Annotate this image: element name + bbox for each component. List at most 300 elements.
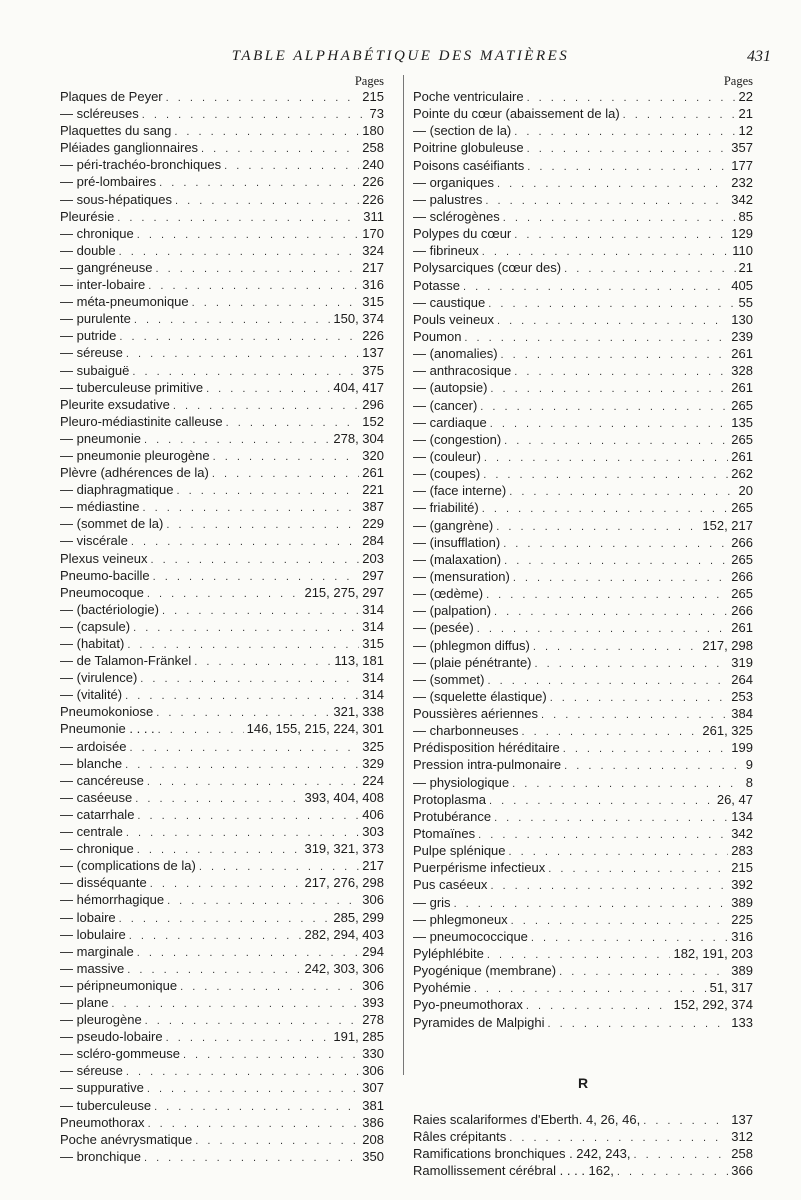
entry-term: — hémorrhagique	[60, 892, 165, 908]
entry-pages: 232	[731, 174, 753, 190]
entry-term: Pleurésie	[60, 208, 115, 224]
dot-leader	[199, 859, 359, 874]
entry-term: — caséeuse	[60, 789, 133, 805]
entry-pages: 177	[731, 157, 753, 173]
entry-pages: 366	[731, 1163, 753, 1179]
index-entry	[413, 465, 753, 482]
entry-pages: 330	[362, 1046, 384, 1062]
entry-term: Pléiades ganglionnaires	[60, 140, 199, 156]
index-entry	[60, 789, 384, 806]
index-entry	[60, 840, 384, 857]
index-entry	[60, 156, 384, 173]
entry-pages: 320	[362, 447, 384, 463]
entry-term: Pneumonie . . . .	[60, 721, 155, 737]
entry-pages: 266	[731, 603, 753, 619]
dot-leader	[514, 227, 728, 242]
entry-pages: 113, 181	[334, 653, 384, 669]
dot-leader	[484, 450, 728, 465]
dot-leader	[129, 740, 359, 755]
index-entry	[60, 276, 384, 293]
index-entry	[60, 584, 384, 601]
entry-term: — (gangrène)	[413, 517, 494, 533]
entry-term: — gangréneuse	[60, 259, 153, 275]
index-entry	[413, 722, 753, 739]
index-entry	[60, 857, 384, 874]
index-entry	[60, 208, 384, 225]
entry-pages: 342	[731, 191, 753, 207]
index-entry	[413, 277, 753, 294]
entry-pages: 261	[731, 346, 753, 362]
index-entry	[413, 294, 753, 311]
entry-term: — bronchique	[60, 1148, 141, 1164]
dot-leader	[563, 741, 729, 756]
index-entry	[413, 208, 753, 225]
entry-pages: 392	[731, 877, 753, 893]
entry-pages: 8	[745, 774, 753, 790]
entry-pages: 389	[731, 963, 753, 979]
index-entry	[413, 739, 753, 756]
entry-pages: 240	[362, 157, 384, 173]
index-entry	[60, 379, 384, 396]
index-entry	[413, 431, 753, 448]
index-entry	[60, 105, 384, 122]
entry-term: Potasse	[413, 277, 460, 293]
dot-leader	[490, 381, 728, 396]
dot-leader	[153, 569, 360, 584]
index-entry	[60, 567, 384, 584]
entry-pages: 26, 47	[716, 791, 753, 807]
index-entry	[60, 738, 384, 755]
dot-leader	[119, 244, 360, 259]
entry-pages: 217	[362, 858, 384, 874]
entry-pages: 199	[731, 740, 753, 756]
entry-term: — sclérogènes	[413, 208, 500, 224]
index-entry	[60, 191, 384, 208]
entry-pages: 375	[362, 362, 384, 378]
index-column-left	[60, 75, 384, 1165]
entry-term: — sous-hépatiques	[60, 191, 173, 207]
entry-term: Plaques de Peyer	[60, 89, 163, 104]
entry-term: — catarrhale	[60, 806, 135, 822]
index-entry	[60, 430, 384, 447]
dot-leader	[144, 1150, 359, 1165]
dot-leader	[482, 244, 730, 259]
entry-term: — séreuse	[60, 345, 123, 361]
entry-term: — gris	[413, 894, 451, 910]
dot-leader	[166, 90, 360, 105]
entry-pages: 217	[362, 259, 384, 275]
index-entry	[60, 293, 384, 310]
entry-pages: 258	[731, 1146, 753, 1162]
entry-term: — purulente	[60, 311, 131, 327]
entry-pages: 319	[731, 654, 753, 670]
entry-term: Poisons caséifiants	[413, 157, 525, 173]
entry-term: Pointe du cœur (abaissement de la)	[413, 106, 620, 122]
dot-leader	[158, 722, 244, 737]
dot-leader	[173, 398, 359, 413]
entry-pages: 278	[362, 1012, 384, 1028]
dot-leader	[474, 981, 707, 996]
entry-pages: 404, 417	[333, 379, 384, 395]
entry-pages: 319, 321, 373	[304, 841, 384, 857]
entry-pages: 191, 285	[333, 1029, 384, 1045]
dot-leader	[133, 620, 359, 635]
entry-term: — putride	[60, 328, 117, 344]
entry-term: Ramollissement cérébral . . . . 162,	[413, 1163, 614, 1179]
entry-term: Pleuro-médiastinite calleuse	[60, 413, 223, 429]
entry-pages: 226	[362, 191, 384, 207]
index-entry	[413, 1128, 753, 1145]
entry-term: Protoplasma	[413, 791, 486, 807]
dot-leader	[485, 193, 728, 208]
index-entry	[413, 1162, 753, 1179]
entry-pages: 137	[731, 1111, 753, 1127]
dot-leader	[145, 1013, 360, 1028]
entry-term: — chronique	[60, 841, 134, 857]
dot-leader	[494, 604, 728, 619]
entry-pages: 203	[362, 550, 384, 566]
entry-pages: 387	[362, 499, 384, 515]
index-entry	[60, 1062, 384, 1079]
entry-term: — cancéreuse	[60, 772, 144, 788]
entry-term: — (pesée)	[413, 620, 474, 636]
dot-leader	[150, 552, 359, 567]
entry-term: — pré-lombaires	[60, 174, 157, 190]
entry-term: — disséquante	[60, 875, 147, 891]
header-title: TABLE ALPHABÉTIQUE DES MATIÈRES	[231, 48, 570, 64]
dot-leader	[137, 842, 302, 857]
entry-pages: 51, 317	[709, 980, 753, 996]
index-entry	[60, 122, 384, 139]
dot-leader	[526, 998, 671, 1013]
dot-leader	[497, 176, 728, 191]
entry-term: Pulpe splénique	[413, 843, 506, 859]
dot-leader	[180, 979, 359, 994]
index-entry	[60, 447, 384, 464]
dot-leader	[480, 399, 728, 414]
entry-term: — (autopsie)	[413, 380, 488, 396]
index-entry	[60, 1011, 384, 1028]
dot-leader	[167, 893, 359, 908]
entry-pages: 311	[363, 208, 384, 224]
dot-leader	[176, 483, 359, 498]
entry-term: — chronique	[60, 225, 134, 241]
entry-pages: 285, 299	[333, 909, 384, 925]
dot-leader	[535, 656, 729, 671]
dot-leader	[559, 964, 728, 979]
index-entry	[413, 962, 753, 979]
index-entry	[413, 242, 753, 259]
index-entry	[60, 242, 384, 259]
dot-leader	[488, 673, 729, 688]
entry-pages: 22	[738, 89, 753, 104]
index-entry	[60, 1148, 384, 1165]
entry-term: Plexus veineux	[60, 550, 148, 566]
page-number: 431	[747, 48, 771, 65]
entry-term: — (cancer)	[413, 397, 478, 413]
entry-pages: 221	[362, 482, 384, 498]
entry-term: Pneumo-bacille	[60, 567, 150, 583]
index-entry	[60, 259, 384, 276]
dot-leader	[488, 296, 735, 311]
entry-pages: 152, 292, 374	[673, 997, 753, 1013]
index-entry	[413, 808, 753, 825]
entry-term: — (virulence)	[60, 670, 138, 686]
index-entry	[413, 1145, 753, 1162]
dot-leader	[550, 690, 729, 705]
entry-pages: 208	[362, 1131, 384, 1147]
index-entry	[413, 825, 753, 842]
entry-pages: 265	[731, 397, 753, 413]
dot-leader	[501, 347, 729, 362]
entry-pages: 152	[362, 413, 384, 429]
entry-pages: 226	[362, 328, 384, 344]
entry-pages: 85	[738, 208, 753, 224]
dot-leader	[119, 911, 331, 926]
index-entry	[60, 652, 384, 669]
entry-pages: 266	[731, 568, 753, 584]
entry-term: — (mensuration)	[413, 568, 510, 584]
entry-term: Pneumocoque	[60, 584, 144, 600]
dot-leader	[111, 996, 359, 1011]
running-header	[0, 48, 801, 70]
dot-leader	[224, 158, 359, 173]
entry-term: — (anomalies)	[413, 346, 498, 362]
entry-term: — suppurative	[60, 1080, 144, 1096]
index-entry	[60, 310, 384, 327]
dot-leader	[135, 791, 301, 806]
entry-term: — cardiaque	[413, 414, 487, 430]
dot-leader	[513, 570, 728, 585]
entry-term: Pouls veineux	[413, 311, 494, 327]
dot-leader	[150, 876, 302, 891]
dot-leader	[487, 947, 671, 962]
index-entry	[60, 755, 384, 772]
index-entry	[60, 686, 384, 703]
index-entry	[60, 362, 384, 379]
entry-pages: 316	[362, 277, 384, 293]
entry-term: — (malaxation)	[413, 551, 502, 567]
entry-pages: 55	[738, 294, 753, 310]
index-entry	[413, 1014, 753, 1031]
entry-term: Pleurite exsudative	[60, 396, 170, 412]
entry-pages: 182, 191, 203	[673, 946, 753, 962]
dot-leader	[147, 1081, 359, 1096]
entry-pages: 357	[731, 140, 753, 156]
entry-pages: 297	[362, 567, 384, 583]
dot-leader	[201, 141, 359, 156]
entry-pages: 381	[362, 1097, 384, 1113]
entry-pages: 316	[731, 928, 753, 944]
index-entry	[60, 481, 384, 498]
entry-pages: 283	[731, 843, 753, 859]
entry-pages: 265	[731, 586, 753, 602]
entry-term: Puerpérisme infectieux	[413, 860, 546, 876]
dot-leader	[531, 930, 728, 945]
dot-leader	[125, 757, 359, 772]
entry-term: — (vitalité)	[60, 687, 123, 703]
entry-pages: 386	[362, 1114, 384, 1130]
entry-pages: 73	[369, 106, 384, 122]
dot-leader	[147, 586, 302, 601]
entry-pages: 314	[362, 687, 384, 703]
entry-pages: 393, 404, 408	[304, 789, 384, 805]
entry-term: Pus caséeux	[413, 877, 488, 893]
index-entry	[413, 345, 753, 362]
index-entry	[60, 1028, 384, 1045]
entry-term: Ramifications bronchiques . 242, 243,	[413, 1146, 631, 1162]
dot-leader	[212, 466, 359, 481]
dot-leader	[504, 433, 728, 448]
dot-leader	[643, 1113, 728, 1128]
entry-term: — (coupes)	[413, 466, 481, 482]
entry-pages: 150, 374	[333, 311, 384, 327]
entry-term: Polypes du cœur	[413, 226, 512, 242]
index-entry	[413, 88, 753, 105]
dot-leader	[127, 962, 301, 977]
entry-term: — (palpation)	[413, 603, 492, 619]
index-entry	[60, 909, 384, 926]
entry-term: Poche anévrysmatique	[60, 1131, 193, 1147]
dot-leader	[477, 621, 729, 636]
entry-term: — friabilité)	[413, 500, 479, 516]
entry-term: Poche ventriculaire	[413, 89, 524, 104]
dot-leader	[527, 141, 729, 156]
entry-term: Plaquettes du sang	[60, 123, 172, 139]
entry-pages: 224	[362, 772, 384, 788]
entry-term: — péripneumonique	[60, 977, 178, 993]
entry-term: — (œdème)	[413, 586, 484, 602]
dot-leader	[483, 467, 728, 482]
index-entry	[60, 1097, 384, 1114]
entry-term: — (habitat)	[60, 636, 125, 651]
dot-leader	[119, 329, 359, 344]
dot-leader	[137, 227, 360, 242]
entry-pages: 393	[362, 994, 384, 1010]
entry-term: — pneumonie pleurogène	[60, 447, 210, 463]
dot-leader	[117, 210, 360, 225]
dot-leader	[548, 1016, 729, 1031]
dot-leader	[137, 945, 360, 960]
entry-term: Plèvre (adhérences de la)	[60, 465, 209, 481]
dot-leader	[126, 1064, 359, 1079]
entry-term: — phlegmoneux	[413, 911, 508, 927]
entry-pages: 217, 276, 298	[304, 875, 384, 891]
entry-term: Pression intra-pulmonaire	[413, 757, 562, 773]
dot-leader	[154, 1099, 359, 1114]
index-entry	[60, 720, 384, 737]
index-entry	[60, 532, 384, 549]
entry-term: Râles crépitants	[413, 1128, 507, 1144]
entry-pages: 239	[731, 328, 753, 344]
entry-term: — (insufflation)	[413, 534, 501, 550]
entry-term: — (phlegmon diffus)	[413, 637, 530, 653]
index-entry	[413, 105, 753, 122]
entry-pages: 307	[362, 1080, 384, 1096]
entry-list-r	[413, 1111, 753, 1180]
entry-term: Raies scalariformes d'Eberth. 4, 26, 46,	[413, 1111, 641, 1127]
entry-term: — palustres	[413, 191, 483, 207]
dot-leader	[486, 587, 728, 602]
index-entry	[60, 344, 384, 361]
dot-leader	[527, 159, 728, 174]
dot-leader	[503, 210, 736, 225]
entry-term: — double	[60, 242, 116, 258]
index-entry	[413, 517, 753, 534]
entry-term: Protubérance	[413, 808, 492, 824]
index-entry	[60, 139, 384, 156]
entry-pages: 284	[362, 533, 384, 549]
dot-leader	[463, 279, 728, 294]
index-entry	[413, 876, 753, 893]
index-entry	[60, 225, 384, 242]
entry-pages: 312	[731, 1128, 753, 1144]
pages-label: Pages	[354, 74, 384, 88]
entry-term: Pyo-pneumothorax	[413, 997, 523, 1013]
entry-pages: 137	[362, 345, 384, 361]
entry-term: — fibrineux	[413, 243, 479, 259]
index-entry	[60, 498, 384, 515]
index-entry	[60, 396, 384, 413]
dot-leader	[509, 844, 729, 859]
index-entry	[413, 602, 753, 619]
index-entry	[413, 619, 753, 636]
entry-term: — tuberculeuse	[60, 1097, 152, 1113]
dot-leader	[144, 432, 330, 447]
dot-leader	[142, 500, 359, 515]
entry-list	[413, 88, 753, 1031]
index-entry	[60, 1131, 384, 1148]
index-entry	[60, 960, 384, 977]
index-entry	[413, 928, 753, 945]
dot-leader	[514, 124, 735, 139]
dot-leader	[564, 758, 743, 773]
entry-term: — subaiguë	[60, 362, 130, 378]
entry-term: — plane	[60, 994, 109, 1010]
entry-pages: 12	[738, 123, 753, 139]
dot-leader	[192, 295, 360, 310]
dot-leader	[617, 1164, 728, 1179]
index-entry	[413, 688, 753, 705]
index-entry	[60, 173, 384, 190]
entry-term: — médiastine	[60, 499, 140, 515]
dot-leader	[490, 416, 729, 431]
dot-leader	[509, 1130, 728, 1145]
index-entry	[413, 637, 753, 654]
index-entry	[413, 534, 753, 551]
entry-list	[60, 88, 384, 1165]
entry-term: — péri-trachéo-bronchiques	[60, 157, 222, 173]
entry-term: — lobulaire	[60, 926, 126, 942]
index-entry	[413, 379, 753, 396]
entry-pages: 315	[362, 636, 384, 651]
entry-pages: 306	[362, 1063, 384, 1079]
entry-term: Prédisposition héréditaire	[413, 740, 560, 756]
index-entry	[413, 414, 753, 431]
index-entry	[413, 482, 753, 499]
index-entry	[413, 225, 753, 242]
index-entry	[413, 894, 753, 911]
dot-leader	[494, 810, 728, 825]
dot-leader	[166, 517, 359, 532]
dot-leader	[514, 364, 728, 379]
dot-leader	[464, 330, 728, 345]
entry-pages: 314	[362, 618, 384, 634]
entry-pages: 258	[362, 140, 384, 156]
entry-term: — (plaie pénétrante)	[413, 654, 532, 670]
entry-pages: 314	[362, 601, 384, 617]
index-entry	[60, 926, 384, 943]
